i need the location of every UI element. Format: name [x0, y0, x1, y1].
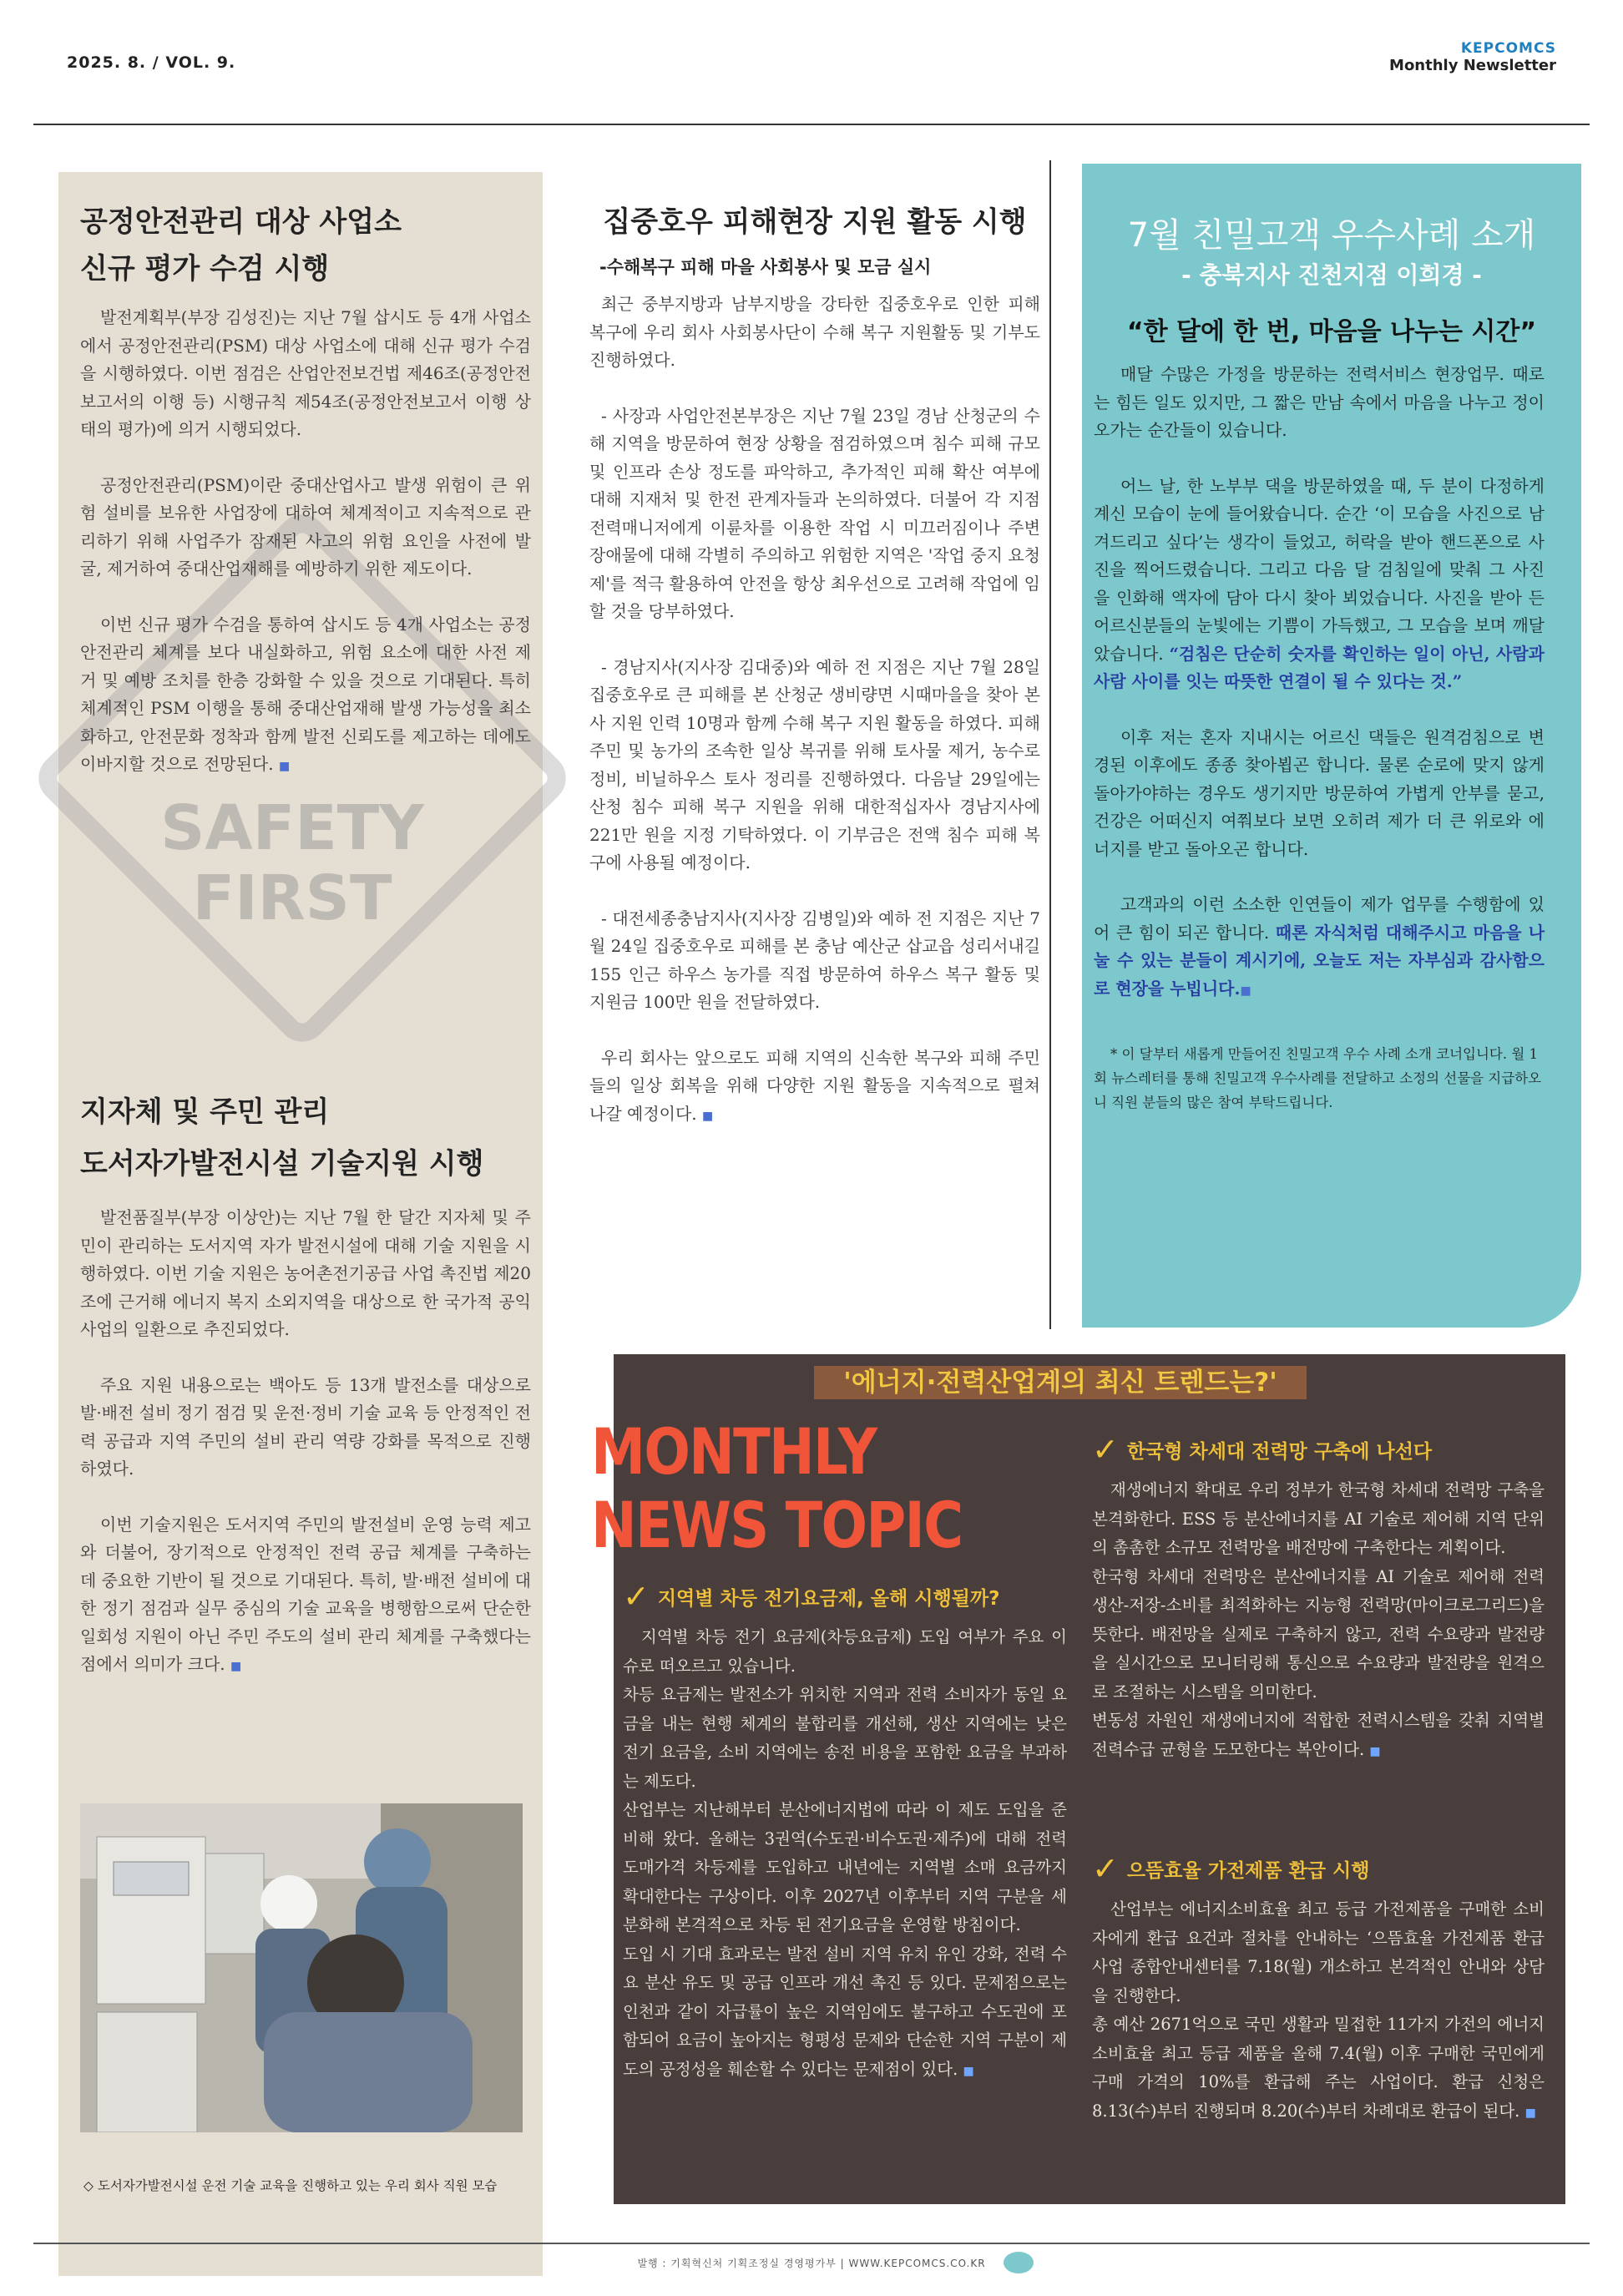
topic-section-2-title: 한국형 차세대 전력망 구축에 나선다: [1126, 1440, 1433, 1463]
article-flood-p4: - 대전세종충남지사(지사장 김병일)와 예하 전 지점은 지난 7월 24일 집중호우로 피해를 본 충남 예산군 삽교읍 성리서내길 155 인근 하우스 농가를 직접 방문하여 하우스 복구 활동 및 지원금 100만 원을 전달하였다.: [589, 908, 1040, 1012]
topic-section-3-title: 으뜸효율 가전제품 환급 시행: [1126, 1859, 1370, 1882]
article-psm-p3-text: 이번 신규 평가 수검을 통하여 삽시도 등 4개 사업소는 공정안전관리 체계를 보다 내실화하고, 위험 요소에 대한 사전 제거 및 예방 조치를 한층 강화할 수 있을 것으로 기대된다. 특히 체계적인 PSM 이행을 통해 중대산업재해 발생 가능성을 최소화하고, 안전문화 정착과 함께 발전 신뢰도를 제고하는 데에도 이바지할 것으로 전망된다.: [80, 614, 531, 774]
article-psm-p2: 공정안전관리(PSM)이란 중대산업사고 발생 위험이 큰 위험 설비를 보유한 사업장에 대하여 체계적이고 지속적으로 관리하기 위해 사업주가 잠재된 사고의 위험 요인을 사전에 발굴, 제거하여 중대산업재해를 예방하기 위한 제도이다.: [80, 474, 531, 579]
topic-section-2-header: [1092, 1431, 1545, 1468]
monthly-logo-line2: NEWS TOPIC: [591, 1488, 963, 1562]
customer-subtitle: - 충북지사 진천지점 이희경 -: [1181, 261, 1482, 289]
article-island-photo: [80, 1803, 523, 2132]
topic-section-1-title: 지역별 차등 전기요금제, 올해 시행될까?: [657, 1587, 1000, 1610]
newsletter-label: Monthly Newsletter: [1389, 57, 1556, 74]
end-square-icon: ■: [1240, 984, 1251, 998]
checkmark-icon: ✓: [1092, 1850, 1119, 1887]
company-logo-icon: [1004, 2252, 1034, 2273]
article-island-title-1: 지자체 및 주민 관리: [80, 1095, 330, 1129]
end-square-icon: ■: [963, 2064, 974, 2078]
topic-section-3-text: 산업부는 에너지소비효율 최고 등급 가전제품을 구매한 소비자에게 환급 요건과 절차를 안내하는 ‘으뜸효율 가전제품 환급 사업 종합안내센터를 7.18(월) 개소하고 본격적인 안내와 상담을 진행한다. 총 예산 2671억으로 국민 생활과 밀접한 11가지 가전의 에너지소비효율 최고 등급 제품을 올해 7.4(월) 이후 구매한 국민에게 구매 가격의 10%를 환급해 주는 사업이다. 환급 신청은 8.13(수)부터 진행되며 8.20(수)부터 차례대로 환급이 된다.: [1092, 1899, 1545, 2121]
customer-p2: [1094, 473, 1545, 696]
issue-label: 2025. 8. / VOL. 9.: [67, 53, 236, 72]
customer-p3: 이후 저는 혼자 지내시는 어르신 댁들은 원격검침으로 변경된 이후에도 종종 찾아뵙곤 합니다. 물론 순로에 맞지 않게 돌아가야하는 경우도 생기지만 방문하여 가볍게 안부를 묻고, 건강은 어떠신지 여쭤보다 보면 오히려 제가 더 큰 위로와 에너지를 받고 돌아오곤 합니다.: [1094, 726, 1545, 859]
article-psm-p1: 발전계획부(부장 김성진)는 지난 7월 삽시도 등 4개 사업소에서 공정안전관리(PSM) 대상 사업소에 대해 신규 평가 수검을 시행하였다. 이번 점검은 산업안전보건법 제46조(공정안전보고서의 이행 등) 시행규칙 제54조(공정안전보고서 이행 상태의 평가)에 의거 시행되었다.: [80, 307, 531, 439]
end-square-icon: ■: [702, 1109, 714, 1123]
monthly-logo-line1: MONTHLY: [591, 1414, 877, 1489]
topic-section-2-body: [1092, 1476, 1545, 1766]
article-flood-p5: [589, 1044, 1040, 1131]
customer-quote: “한 달에 한 번, 마음을 나누는 시간”: [1126, 317, 1537, 346]
header-divider: [33, 124, 1590, 125]
article-flood-p2: - 사장과 사업안전본부장은 지난 7월 23일 경남 산청군의 수해 지역을 방문하여 현장 상황을 점검하였으며 침수 피해 규모 및 인프라 손상 정도를 파악하고, 추가적인 피해 확산 여부에 대해 지재처 및 한전 관계자들과 논의하였다. 더불어 각 지점 전력매니저에게 이륜차를 이용한 작업 시 미끄러짐이나 주변 장애물에 대해 각별히 주의하고 위험한 지역은 '작업 중지 요청제'를 적극 활용하여 안전을 항상 최우선으로 고려해 작업에 임할 것을 당부하였다.: [589, 405, 1040, 621]
topic-section-3: [1092, 1850, 1545, 2127]
technician-training-photo: [80, 1803, 523, 2132]
customer-note: * 이 달부터 새롭게 만들어진 친밀고객 우수 사례 소개 코너입니다. 월 1회 뉴스레터를 통해 친밀고객 우수사례를 전달하고 소정의 선물을 지급하오니 직원 분들의 많은 참여 부탁드립니다.: [1094, 1046, 1542, 1110]
end-square-icon: ■: [1524, 2106, 1536, 2120]
article-psm-title-2: 신규 평가 수검 시행: [80, 252, 330, 286]
end-square-icon: ■: [278, 760, 291, 773]
article-island-p3-text: 이번 기술지원은 도서지역 주민의 발전설비 운영 능력 제고와 더불어, 장기적으로 안정적인 전력 공급 체계를 구축하는 데 중요한 기반이 될 것으로 기대된다. 특히, 발·배전 설비에 대한 정기 점검과 실무 중심의 기술 교육을 병행함으로써 단순한 일회성 지원이 아닌 주민 주도의 설비 관리 체계를 구축했다는 점에서 의미가 크다.: [80, 1514, 531, 1674]
customer-p4: [1094, 891, 1545, 1005]
checkmark-icon: ✓: [623, 1578, 650, 1615]
article-flood-p5-text: 우리 회사는 앞으로도 피해 지역의 신속한 복구와 피해 주민들의 일상 회복을 위해 다양한 지원 활동을 지속적으로 펼쳐 나갈 예정이다.: [589, 1047, 1040, 1124]
end-square-icon: ■: [1369, 1744, 1381, 1758]
monthly-news-topic-logo: [591, 1415, 962, 1562]
photo-caption: ◇ 도서자가발전시설 운전 기술 교육을 진행하고 있는 우리 회사 직원 모습: [83, 2178, 498, 2193]
article-flood-subtitle: -수해복구 피해 마을 사회봉사 및 모금 실시: [599, 257, 932, 277]
article-island-p1: 발전품질부(부장 이상안)는 지난 7월 한 달간 지자체 및 주민이 관리하는 도서지역 자가 발전시설에 대해 기술 지원을 시행하였다. 이번 기술 지원은 농어촌전기공급 사업 촉진법 제20조에 근거해 에너지 복지 소외지역을 대상으로 한 국가적 공익사업의 일환으로 추진되었다.: [80, 1207, 531, 1339]
customer-p1: 매달 수많은 가정을 방문하는 전력서비스 현장업무. 때로는 힘든 일도 있지만, 그 짧은 만남 속에서 마음을 나누고 정이 오가는 순간들이 있습니다.: [1094, 364, 1545, 440]
footer-divider: [33, 2243, 1590, 2244]
brand: [1389, 40, 1556, 74]
article-flood-p3: - 경남지사(지사장 김대중)와 예하 전 지점은 지난 7월 28일 집중호우로 큰 피해를 본 산청군 생비량면 시때마을을 찾아 본사 지원 인력 10명과 함께 수해 복구 지원 활동을 하였다. 피해 주민 및 농가의 조속한 일상 복귀를 위해 토사물 제거, 농수로 정비, 비닐하우스 토사 정리를 진행하였다. 다음날 29일에는 산청 침수 피해 복구 지원을 위해 대한적십자사 경남지사에 221만 원을 지정 기탁하였다. 이 기부금은 전액 침수 피해 복구에 사용될 예정이다.: [589, 656, 1040, 872]
brand-logo-text: KEPCOMCS: [1460, 40, 1556, 57]
article-psm: [80, 199, 531, 781]
topic-section-1-body: [623, 1623, 1067, 2086]
end-square-icon: ■: [230, 1660, 242, 1673]
article-psm-p3: [80, 611, 531, 781]
article-island: [80, 1089, 531, 1682]
safety-watermark-text: SAFETY FIRST: [160, 792, 424, 934]
checkmark-icon: ✓: [1092, 1431, 1119, 1468]
article-flood: [589, 202, 1040, 1130]
topic-section-1-header: [623, 1578, 1067, 1615]
customer-body: [1094, 361, 1545, 1115]
topic-section-3-body: [1092, 1895, 1545, 2127]
topic-banner-title: '에너지·전력산업계의 최신 트렌드는?': [843, 1368, 1277, 1398]
column-divider: [1049, 160, 1051, 1329]
customer-p4-text: 고객과의 이런 소소한 인연들이 제가 업무를 수행함에 있어 큰 힘이 되곤 합니다.: [1094, 894, 1545, 943]
customer-title: 7월 친밀고객 우수사례 소개: [1127, 216, 1536, 255]
article-island-title-2: 도서자가발전시설 기술지원 시행: [80, 1147, 484, 1181]
customer-p2-highlight: “검침은 단순히 숫자를 확인하는 일이 아닌, 사람과 사람 사이를 잇는 따뜻한 연결이 될 수 있다는 것.”: [1094, 643, 1545, 691]
footer-text: 발행 : 기획혁신처 기획조정실 경영평가부 | WWW.KEPCOMCS.CO.KR: [637, 2258, 986, 2269]
topic-section-1: [623, 1578, 1067, 2086]
topic-section-1-text: 지역별 차등 전기 요금제(차등요금제) 도입 여부가 주요 이슈로 떠오르고 있습니다. 차등 요금제는 발전소가 위치한 지역과 전력 소비자가 동일 요금을 내는 현행 체계의 불합리를 개선해, 생산 지역에는 낮은 전기 요금을, 소비 지역에는 송전 비용을 포함한 요금을 부과하는 제도다. 산업부는 지난해부터 분산에너지법에 따라 이 제도 도입을 준비해 왔다. 올해는 3권역(수도권·비수도권·제주)에 대해 전력 도매가격 차등제를 도입하고 내년에는 지역별 소매 요금까지 확대한다는 구상이다. 이후 2027년 이후부터 지역 구분을 세분화해 본격적으로 차등 된 전기요금을 운영할 방침이다. 도입 시 기대 효과로는 발전 설비 지역 유치 유인 강화, 전력 수요 분산 유도 및 공급 인프라 개선 촉진 등 있다. 문제점으로는 인천과 같이 자급률이 높은 지역임에도 불구하고 수도권에 포함되어 요금이 높아지는 형평성 문제와 단순한 지역 구분이 제도의 공정성을 훼손할 수 있다는 문제점이 있다.: [623, 1627, 1067, 2079]
customer-p2-text: 어느 날, 한 노부부 댁을 방문하였을 때, 두 분이 다정하게 계신 모습이 눈에 들어왔습니다. 순간 ‘이 모습을 사진으로 남겨드리고 싶다’는 생각이 들었고, 허락을 받아 핸드폰으로 사진을 찍어드렸습니다. 그리고 다음 달 검침일에 맞춰 그 사진을 인화해 액자에 담아 다시 찾아 뵈었습니다. 사진을 받아 든 어르신분들의 눈빛에는 기쁨이 가득했고, 그 모습을 보며 깨달았습니다.: [1094, 475, 1545, 664]
article-island-p2: 주요 지원 내용으로는 백아도 등 13개 발전소를 대상으로 발·배전 설비 정기 점검 및 운전·정비 기술 교육 등 안정적인 전력 공급과 지역 주민의 설비 관리 역량 강화를 목적으로 진행하였다.: [80, 1374, 531, 1479]
article-flood-p1: 최근 중부지방과 남부지방을 강타한 집중호우로 인한 피해 복구에 우리 회사 사회봉사단이 수해 복구 지원활동 및 기부도 진행하였다.: [589, 294, 1040, 370]
customer-p4-highlight: 때론 자식처럼 대해주시고 마음을 나눌 수 있는 분들이 계시기에, 오늘도 저는 자부심과 감사함으로 현장을 누빕니다.: [1094, 922, 1545, 999]
article-island-p3: [80, 1511, 531, 1682]
article-psm-title-1: 공정안전관리 대상 사업소: [80, 205, 402, 239]
article-flood-title: 집중호우 피해현장 지원 활동 시행: [603, 205, 1027, 239]
topic-section-3-header: [1092, 1850, 1545, 1887]
topic-section-2: [1092, 1431, 1545, 1766]
topic-section-2-text: 재생에너지 확대로 우리 정부가 한국형 차세대 전력망 구축을 본격화한다. ESS 등 분산에너지를 AI 기술로 제어해 지역 단위의 촘촘한 소규모 전력망을 배전망에 구축한다는 계획이다. 한국형 차세대 전력망은 분산에너지를 AI 기술로 제어해 전력 생산-저장-소비를 최적화하는 지능형 전력망(마이크로그리드)을 뜻한다. 배전망을 실제로 구축하지 않고, 전력 수요량과 발전량을 실시간으로 모니터링해 통신으로 수요량과 발전량을 원격으로 조절하는 시스템을 의미한다. 변동성 자원인 재생에너지에 적합한 전력시스템을 갖춰 지역별 전력수급 균형을 도모한다는 복안이다.: [1092, 1480, 1545, 1759]
